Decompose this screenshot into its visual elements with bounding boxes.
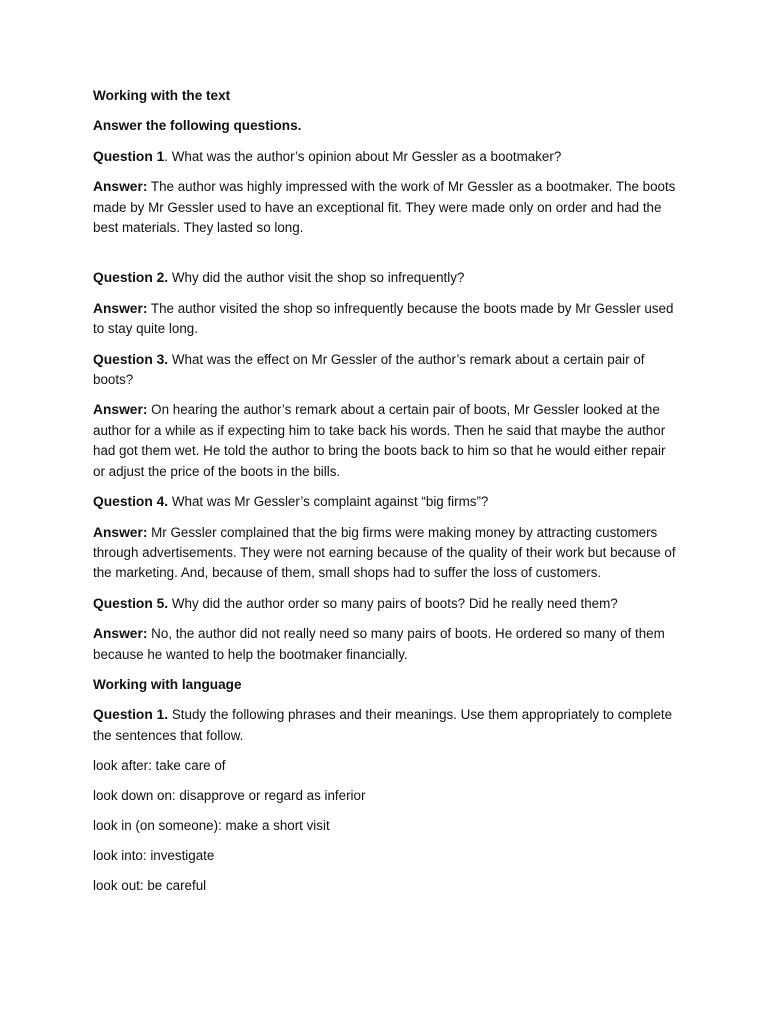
phrase-item: look in (on someone): make a short visit [93, 818, 330, 834]
answer-1 [93, 177, 678, 238]
question-text: Study the following phrases and their meanings. Use them appropriately to complete the sentences that follow. [93, 707, 673, 743]
answer-text: The author was highly impressed with the work of Mr Gessler as a bootmaker. The boots made by Mr Gessler used to have an exceptional fit. They were made only on order and had the best materials. They lasted so long. [93, 179, 676, 236]
question-label: Question 5. [93, 595, 169, 611]
answer-label: Answer: [93, 524, 148, 540]
question-3 [93, 350, 678, 391]
question-label: Question 4. [93, 494, 169, 510]
question-text: What was the effect on Mr Gessler of the author’s remark about a certain pair of boots? [93, 351, 645, 388]
question-text: What was Mr Gessler’s complaint against “big firms”? [168, 494, 489, 510]
document-body [93, 86, 678, 906]
answer-2 [93, 299, 678, 340]
question-label: Question 3. [93, 351, 169, 367]
answer-5 [93, 624, 678, 665]
question-4 [93, 492, 678, 512]
answer-label: Answer: [93, 179, 148, 195]
question-text: . What was the author’s opinion about Mr Gessler as a bootmaker? [164, 148, 562, 164]
answer-4 [93, 523, 678, 584]
answer-text: No, the author did not really need so many pairs of boots. He ordered so many of them because he wanted to help the bootmaker financially. [93, 626, 665, 662]
section-heading: Working with the text [93, 88, 231, 103]
question-text: Why did the author order so many pairs of boots? Did he really need them? [168, 595, 618, 611]
question-label: Question 1. [93, 707, 169, 723]
question-1 [93, 147, 678, 167]
phrase-item: look after: take care of [93, 758, 226, 774]
answer-text: The author visited the shop so infrequently because the boots made by Mr Gessler used to stay quite long. [93, 300, 674, 337]
phrase-item: look down on: disapprove or regard as inferior [93, 788, 366, 804]
instruction-heading: Answer the following questions. [93, 118, 302, 134]
language-question-1 [93, 705, 678, 746]
answer-text: On hearing the author’s remark about a certain pair of boots, Mr Gessler looked at the author for a while as if expecting him to take back his words. Then he said that maybe the author had got them wet. He told the author to bring the boots back to him so that he would either repair or adjust the price of the boots in the bills. [93, 402, 666, 479]
answer-label: Answer: [93, 626, 148, 642]
question-label: Question 2. [93, 270, 169, 286]
answer-label: Answer: [93, 402, 148, 418]
answer-3 [93, 400, 678, 482]
phrase-item: look into: investigate [93, 848, 215, 864]
section-heading: Working with language [93, 676, 242, 692]
question-2 [93, 268, 678, 288]
question-5 [93, 594, 678, 614]
answer-label: Answer: [93, 300, 148, 316]
question-label: Question 1 [93, 148, 165, 164]
question-text: Why did the author visit the shop so infrequently? [168, 270, 465, 286]
phrase-item: look out: be careful [93, 878, 207, 894]
blank-gap [93, 248, 678, 268]
answer-text: Mr Gessler complained that the big firms were making money by attracting customers through advertisements. They were not earning because of the quality of their work but because of the marketing. And, because of them, small shops had to suffer the loss of customers. [93, 524, 676, 581]
